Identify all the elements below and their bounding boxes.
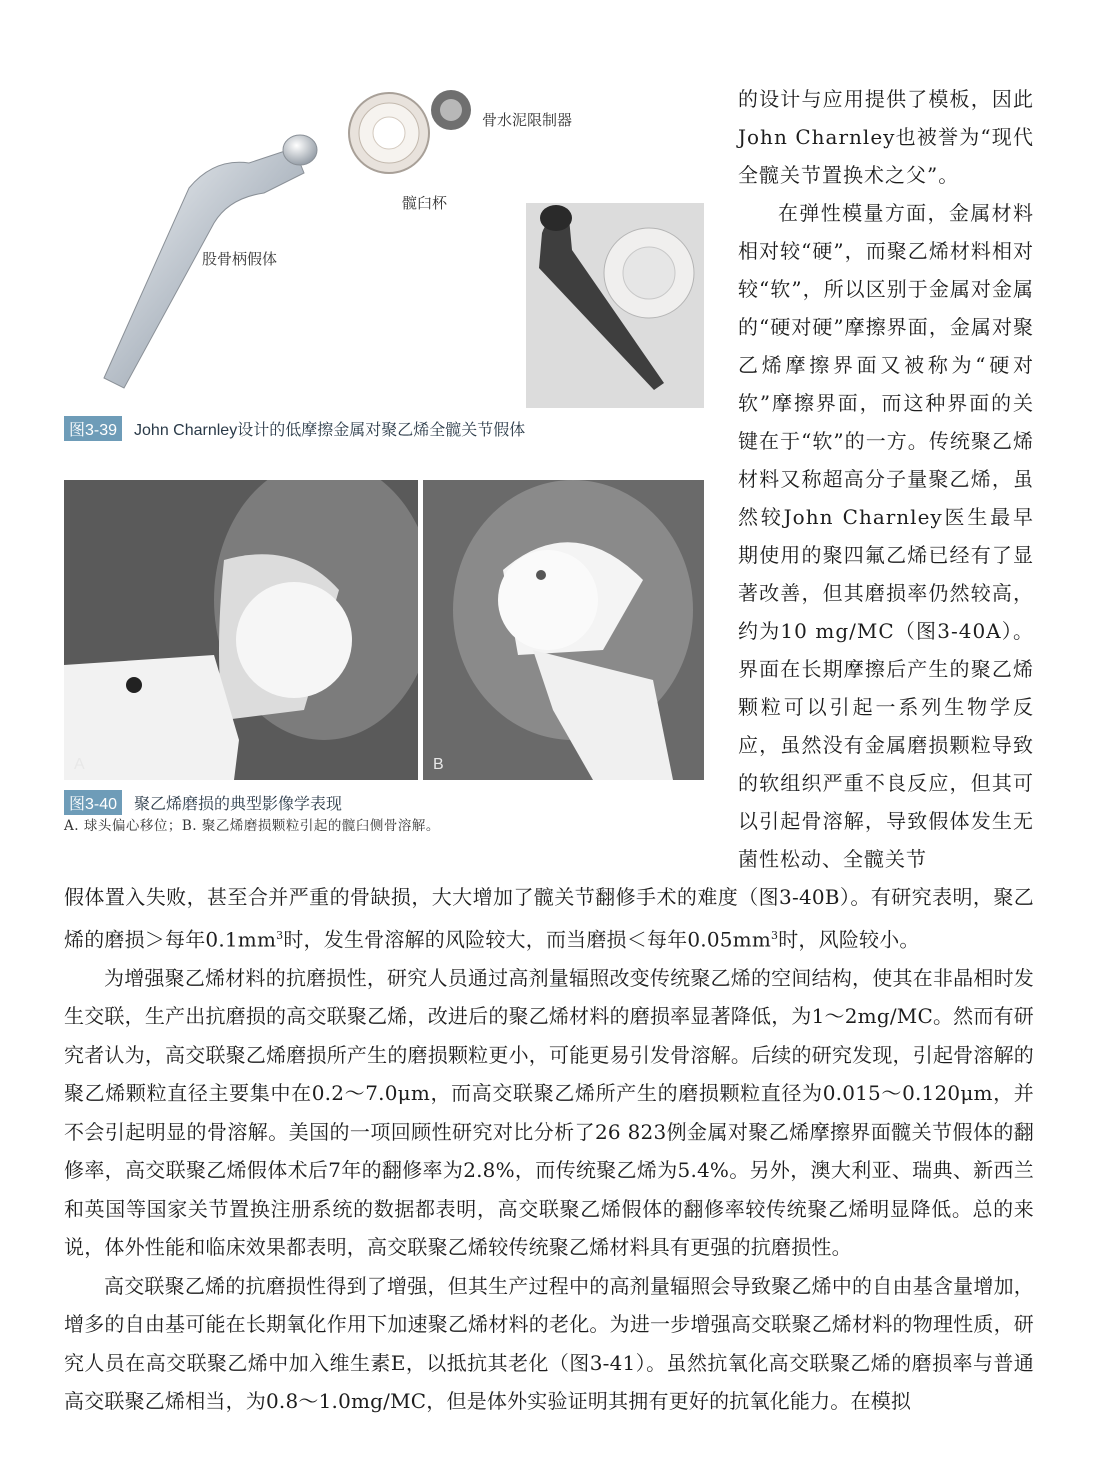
side-paragraph-1: 的设计与应用提供了模板，因此John Charnley也被誉为“现代全髋关节置换术之父”。 [738, 87, 1034, 187]
panel-b-label: B [433, 756, 444, 773]
xray-panel-a [64, 480, 418, 780]
cement-restrictor-image [431, 90, 471, 130]
acetabular-cup-image [349, 93, 429, 173]
femoral-stem-image [104, 148, 304, 388]
superscript: 3 [276, 928, 284, 942]
hip-prosthesis-figure [64, 78, 709, 413]
paragraph-3: 为增强聚乙烯材料的抗磨损性，研究人员通过高剂量辐照改变传统聚乙烯的空间结构，使其在非晶相时发生交联，生产出抗磨损的高交联聚乙烯，改进后的聚乙烯材料的磨损率显著降低，为1～2mg/MC。然而有研究者认为，高交联聚乙烯磨损所产生的磨损颗粒更小，可能更易引发骨溶解。后续的研究发现，引起骨溶解的聚乙烯颗粒直径主要集中在0.2～7.0μm，而高交联聚乙烯所产生的磨损颗粒直径为0.015～0.120μm，并不会引起明显的骨溶解。美国的一项回顾性研究对比分析了26 823例金属对聚乙烯摩擦界面髋关节假体的翻修率，高交联聚乙烯假体术后7年的翻修率为2.8%，而传统聚乙烯为5.4%。另外，澳大利亚、瑞典、新西兰和英国等国家关节置换注册系统的数据都表明，高交联聚乙烯假体的翻修率较传统聚乙烯明显降低。总的来说，体外性能和临床效果都表明，高交联聚乙烯较传统聚乙烯材料具有更强的抗磨损性。 [64, 965, 1034, 1260]
figure-3-40-subcaption: A. 球头偏心移位；B. 聚乙烯磨损颗粒引起的髋臼侧骨溶解。 [64, 818, 440, 834]
prosthesis-photo [526, 203, 704, 408]
label-acetabular-cup: 髋臼杯 [402, 195, 448, 212]
figure-tag: 图3-40 [64, 790, 122, 815]
figure-3-39-caption [64, 416, 714, 440]
figure-caption-text: John Charnley设计的低摩擦金属对聚乙烯全髋关节假体 [134, 422, 526, 439]
figure-caption-text: 聚乙烯磨损的典型影像学表现 [134, 796, 343, 813]
paragraph-continuation [64, 878, 1034, 959]
paragraph-4: 高交联聚乙烯的抗磨损性得到了增强，但其生产过程中的高剂量辐照会导致聚乙烯中的自由基含量增加，增多的自由基可能在长期氧化作用下加速聚乙烯材料的老化。为进一步增强高交联聚乙烯材料的物理性质，研究人员在高交联聚乙烯中加入维生素E，以抵抗其老化（图3-41）。虽然抗氧化高交联聚乙烯的磨损率与普通高交联聚乙烯相当，为0.8～1.0mg/MC，但是体外实验证明其拥有更好的抗氧化能力。在模拟 [64, 1273, 1034, 1414]
label-femoral-stem: 股骨柄假体 [202, 251, 278, 268]
figure-3-40-caption [64, 790, 724, 815]
side-column [738, 80, 1034, 878]
xray-panel-b [423, 480, 704, 780]
side-paragraph-2: 在弹性模量方面，金属材料相对较“硬”，而聚乙烯材料相对较“软”，所以区别于金属对金属的“硬对硬”摩擦界面，金属对聚乙烯摩擦界面又被称为“硬对软”摩擦界面，而这种界面的关键在于“软”的一方。传统聚乙烯材料又称超高分子量聚乙烯，虽然较John Charnley医生最早期使用的聚四氟乙烯已经有了显著改善，但其磨损率仍然较高，约为10 mg/MC（图3-40A）。界面在长期摩擦后产生的聚乙烯颗粒可以引起一系列生物学反应，虽然没有金属磨损颗粒导致的软组织严重不良反应，但其可以引起骨溶解，导致假体发生无菌性松动、全髋关节 [738, 201, 1034, 871]
superscript: 3 [771, 928, 779, 942]
main-body-text [64, 878, 1034, 1421]
text-span: 假体置入失败，甚至合并严重的骨缺损，大大增加了髋关节翻修手术的难度（图3-40B）。有研究表明，聚乙烯的磨损＞每年0.1mm [64, 885, 1034, 952]
figure-tag: 图3-39 [64, 416, 122, 441]
text-span: 时，风险较小。 [778, 927, 920, 952]
label-cement-restrictor: 骨水泥限制器 [482, 112, 573, 129]
panel-a-label: A [74, 756, 85, 773]
text-span: 时，发生骨溶解的风险较大，而当磨损＜每年0.05mm [283, 927, 772, 952]
